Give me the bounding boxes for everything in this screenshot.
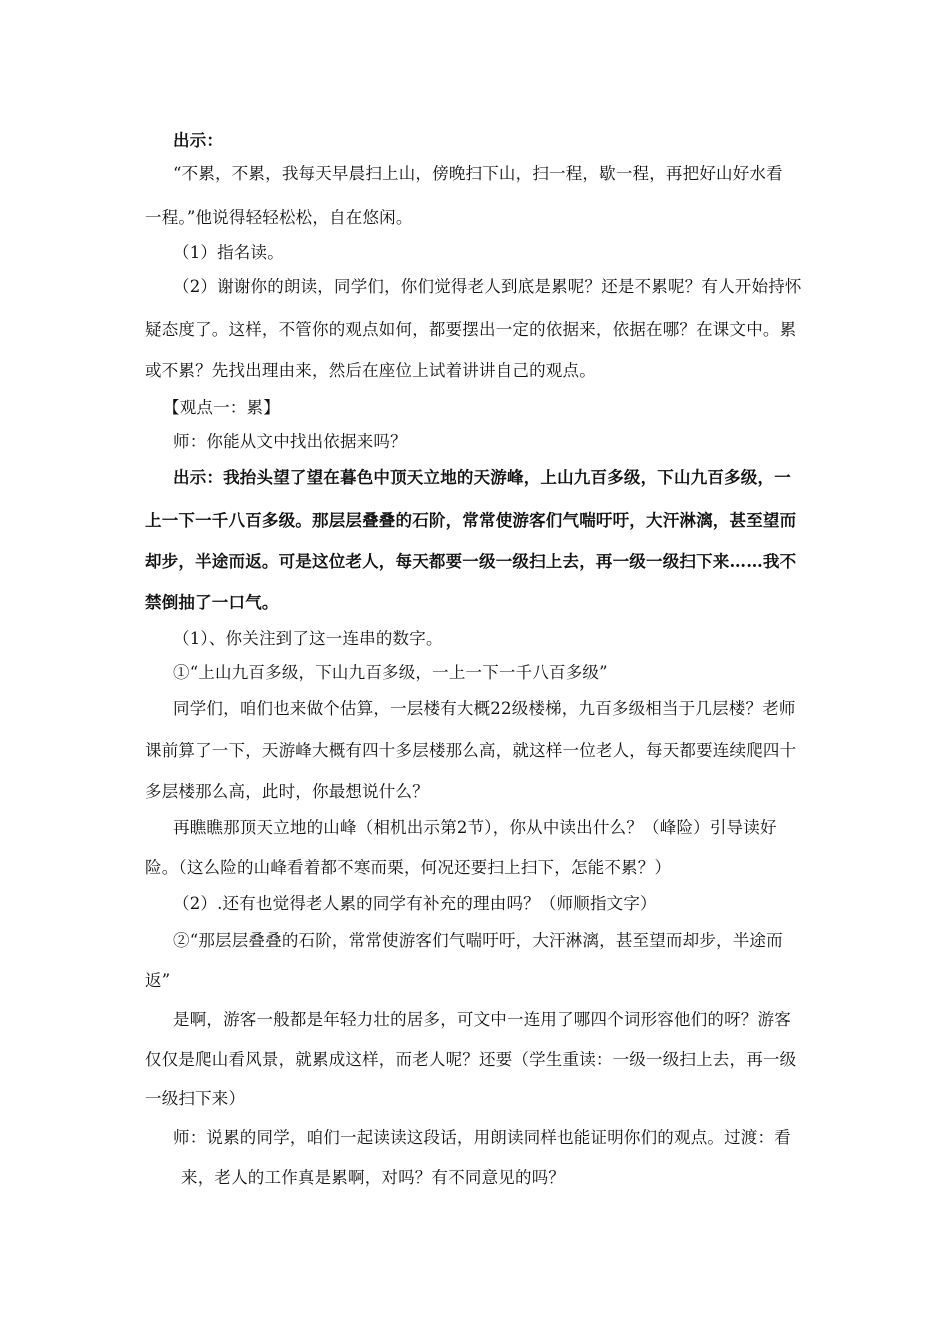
text-line: 课前算了一下，天游峰大概有四十多层楼那么高，就这样一位老人，每天都要连续爬四十 (145, 741, 797, 760)
text-line: 疑态度了。这样，不管你的观点如何，都要摆出一定的依据来，依据在哪？在课文中。累 (145, 320, 797, 339)
text-line: 师：你能从文中找出依据来吗？ (173, 432, 407, 451)
text-line: （1）、你关注到了这一连串的数字。 (173, 629, 443, 648)
text-line: 师：说累的同学，咱们一起读读这段话，用朗读同样也能证明你们的观点。过渡：看 (173, 1128, 791, 1147)
text-line: 上一下一千八百多级。那层层叠叠的石阶，常常使游客们气喘吁吁，大汗淋漓，甚至望而 (145, 511, 797, 530)
text-line: ①“上山九百多级，下山九百多级，一上一下一千八百多级” (173, 663, 608, 682)
text-line: 出示： (173, 131, 224, 150)
text-line: 禁倒抽了一口气。 (145, 593, 279, 612)
text-line: 出示：我抬头望了望在暮色中顶天立地的天游峰，上山九百多级，下山九百多级，一 (173, 468, 791, 487)
text-line: （1）指名读。 (173, 243, 284, 262)
text-line: 是啊，游客一般都是年轻力壮的居多，可文中一连用了哪四个词形容他们的呀？游客 (173, 1010, 791, 1029)
text-line: 再瞧瞧那顶天立地的山峰（相机出示第2节），你从中读出什么？（峰险）引导读好 (173, 818, 777, 837)
text-line: 险。（这么险的山峰看着都不寒而栗，何况还要扫上扫下，怎能不累？） (145, 858, 672, 877)
text-line: 【观点一：累】 (163, 398, 280, 417)
text-line: 同学们，咱们也来做个估算，一层楼有大概22级楼梯，九百多级相当于几层楼？老师 (173, 699, 796, 718)
text-line: （2）谢谢你的朗读，同学们，你们觉得老人到底是累呢？还是不累呢？有人开始持怀 (173, 277, 802, 296)
text-line: 一程。”他说得轻轻松松，自在悠闲。 (145, 208, 413, 227)
text-line: “不累，不累，我每天早晨扫上山，傍晚扫下山，扫一程，歇一程，再把好山好水看 (173, 164, 783, 183)
text-line: 一级扫下来） (145, 1089, 246, 1108)
text-line: 或不累？先找出理由来，然后在座位上试着讲讲自己的观点。 (145, 361, 596, 380)
text-line: ②“那层层叠叠的石阶，常常使游客们气喘吁吁，大汗淋漓，甚至望而却步，半途而 (173, 931, 783, 950)
text-line: 仅仅是爬山看风景，就累成这样，而老人呢？还要（学生重读：一级一级扫上去，再一级 (145, 1050, 797, 1069)
text-line: （2）.还有也觉得老人累的同学有补充的理由吗？（师顺指文字） (173, 894, 657, 913)
text-line: 来，老人的工作真是累啊，对吗？有不同意见的吗？ (181, 1168, 566, 1187)
text-line: 返” (145, 971, 171, 990)
text-line: 却步，半途而返。可是这位老人，每天都要一级一级扫上去，再一级一级扫下来……我不 (145, 552, 797, 571)
text-line: 多层楼那么高，此时，你最想说什么？ (145, 782, 429, 801)
